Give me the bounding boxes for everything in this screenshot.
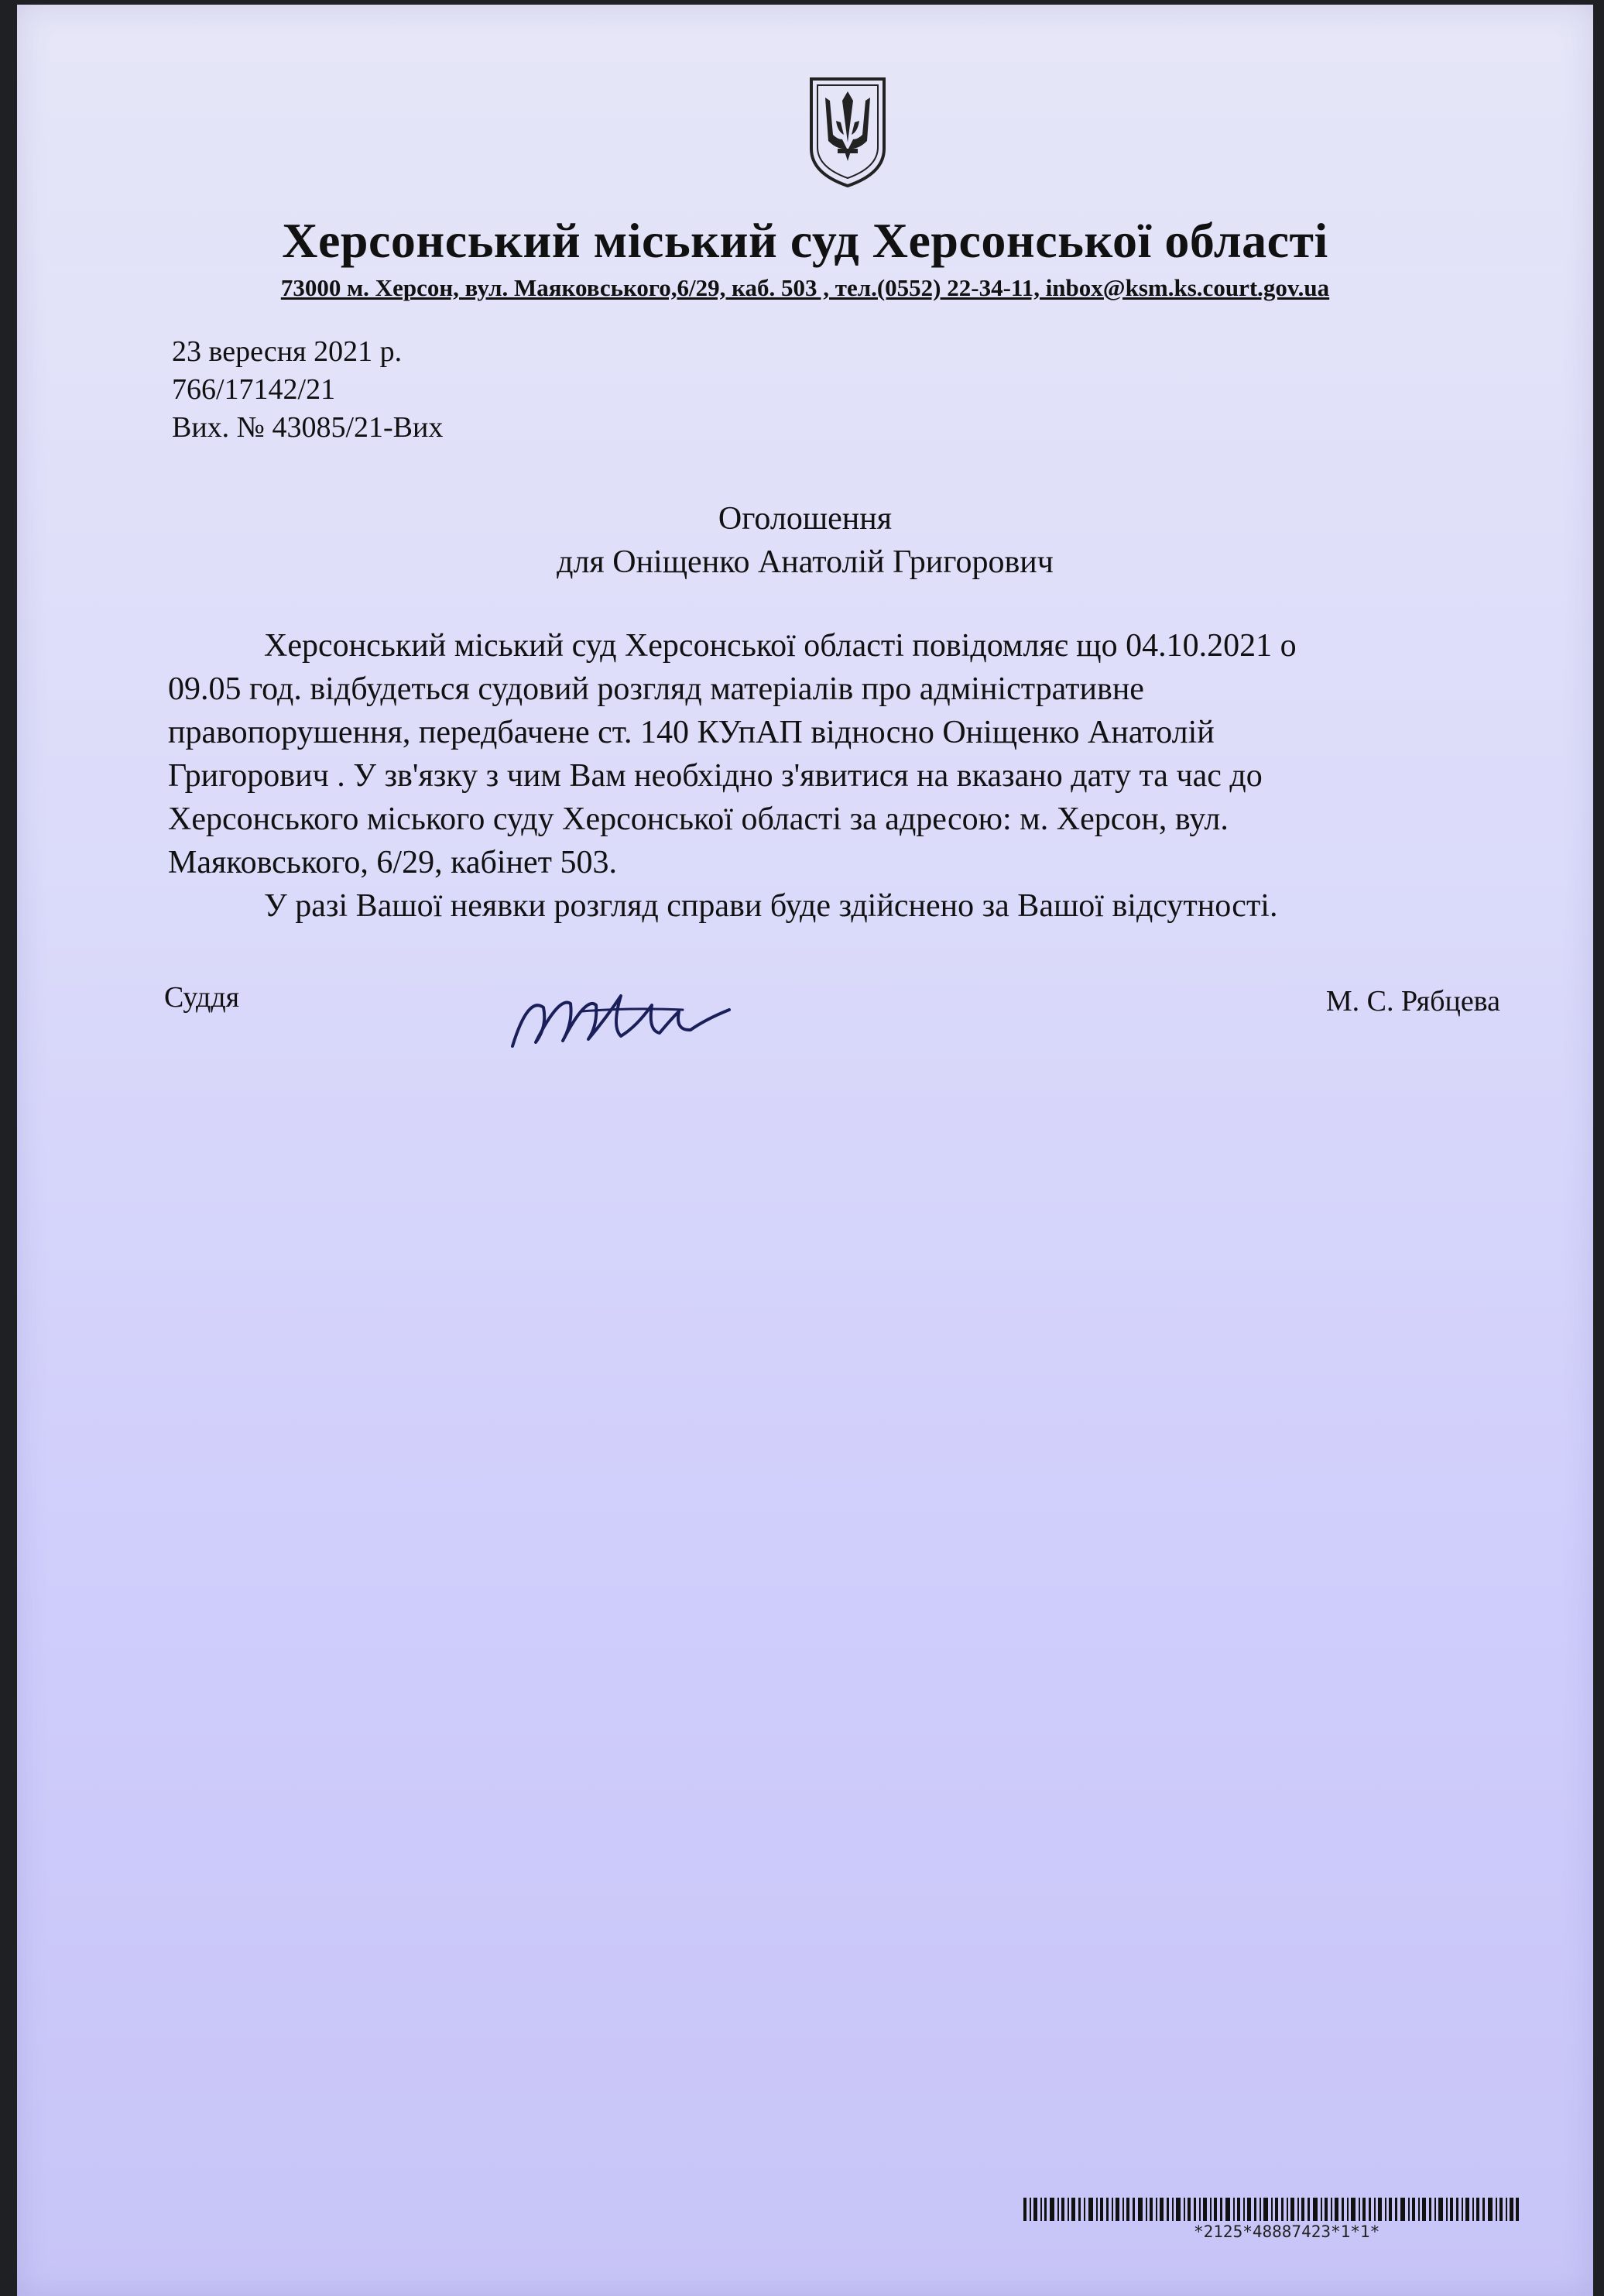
body-line: Херсонського міського суду Херсонської області за адресою: м. Херсон, вул. xyxy=(168,801,1229,837)
body-line: У разі Вашої неявки розгляд справи буде здійснено за Вашої відсутності. xyxy=(264,888,1278,924)
signature-role: Суддя xyxy=(164,981,240,1014)
announcement-body xyxy=(168,624,1546,928)
outgoing-number: Вих. № 43085/21-Вих xyxy=(172,411,444,444)
body-line: правопорушення, передбачене ст. 140 КУпАП відносно Оніщенко Анатолій xyxy=(168,715,1215,750)
body-line: 09.05 год. відбудеться судовий розгляд матеріалів про адміністративне xyxy=(168,671,1144,707)
trident-emblem-icon xyxy=(805,74,890,189)
body-line: Маяковського, 6/29, кабінет 503. xyxy=(168,845,618,880)
body-line: Григорович . У зв'язку з чим Вам необхідно з'явитися на вказано дату та час до xyxy=(168,758,1263,794)
announcement-title: Оголошення xyxy=(718,501,893,537)
document-page xyxy=(17,5,1593,2296)
body-line: Херсонський міський суд Херсонської області повідомляє що 04.10.2021 о xyxy=(264,628,1297,664)
barcode-text: *2125*48887423*1*1* xyxy=(1194,2222,1380,2241)
judge-name: М. С. Рябцева xyxy=(1325,985,1500,1018)
barcode-icon xyxy=(1023,2198,1519,2221)
court-address: 73000 м. Херсон, вул. Маяковського,6/29, каб. 503 , тел.(0552) 22-34-11, inbox@ksm.ks.court.gov.ua xyxy=(280,274,1330,301)
handwritten-signature-icon xyxy=(505,965,752,1058)
announcement-recipient: для Оніщенко Анатолій Григорович xyxy=(557,544,1054,580)
case-number: 766/17142/21 xyxy=(172,373,336,406)
document-meta xyxy=(172,333,443,447)
document-date: 23 вересня 2021 р. xyxy=(172,335,403,368)
court-name: Херсонський міський суд Херсонської області xyxy=(282,213,1328,268)
